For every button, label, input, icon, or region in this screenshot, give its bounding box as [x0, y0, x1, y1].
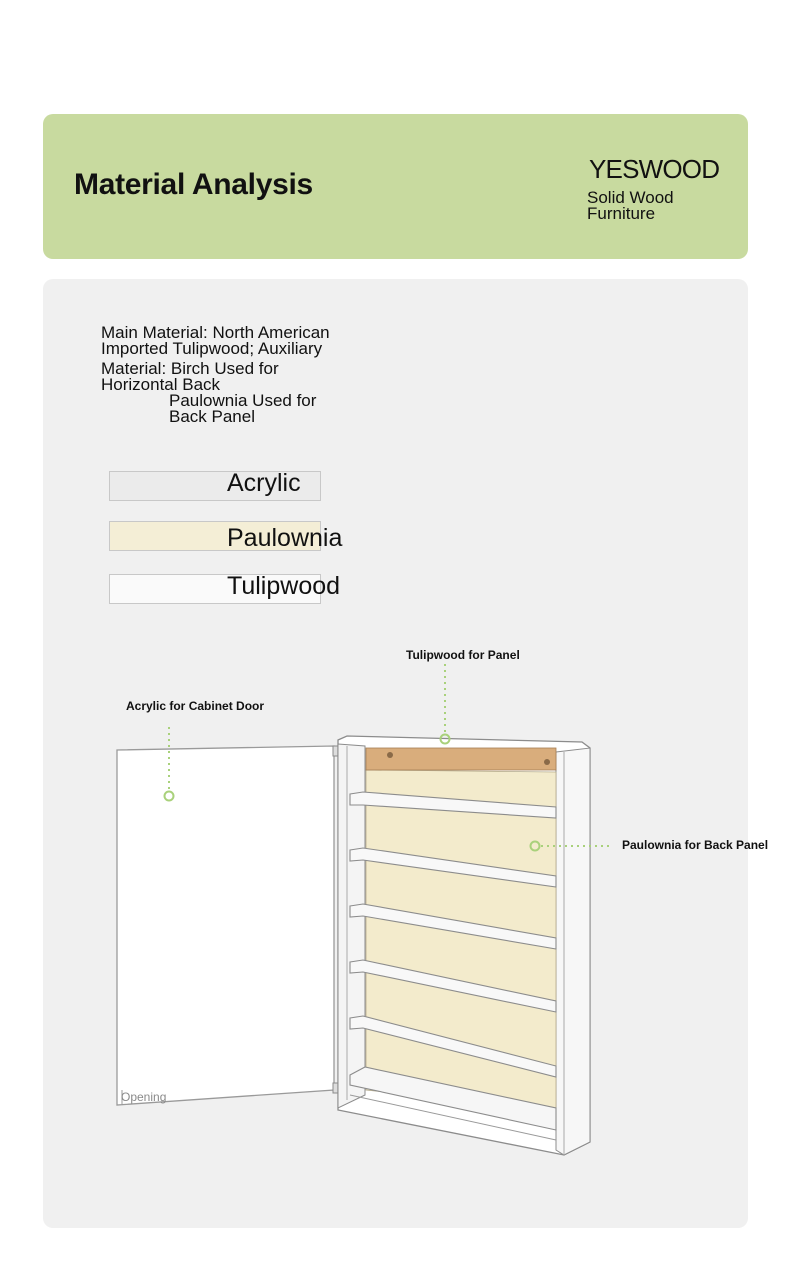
desc-line: Horizontal Back [101, 375, 221, 394]
desc-line: Material: Birch Used for [101, 359, 279, 378]
desc-line: Paulownia Used for [169, 391, 317, 410]
legend-label: Tulipwood [227, 572, 341, 600]
cabinet-door [117, 746, 334, 1105]
brand-logo: YESWOOD [589, 154, 720, 184]
legend-label: Acrylic [227, 469, 301, 497]
desc-line: Main Material: North American [101, 323, 330, 342]
callout-door: Acrylic for Cabinet Door [126, 699, 265, 713]
desc-line: Imported Tulipwood; Auxiliary [101, 339, 323, 358]
callout-panel: Tulipwood for Panel [406, 648, 520, 662]
desc-line: Back Panel [169, 407, 255, 426]
brand-tagline: Solid Wood Furniture [587, 188, 674, 223]
screw-icon [544, 759, 550, 765]
opening-label: Opening [121, 1090, 167, 1104]
legend-label: Paulownia [227, 524, 343, 552]
horizontal-back-strip [366, 748, 556, 770]
page-title: Material Analysis [74, 168, 313, 201]
screw-icon [387, 752, 393, 758]
right-side-panel [556, 748, 590, 1155]
callout-back-panel: Paulownia for Back Panel [622, 838, 769, 852]
